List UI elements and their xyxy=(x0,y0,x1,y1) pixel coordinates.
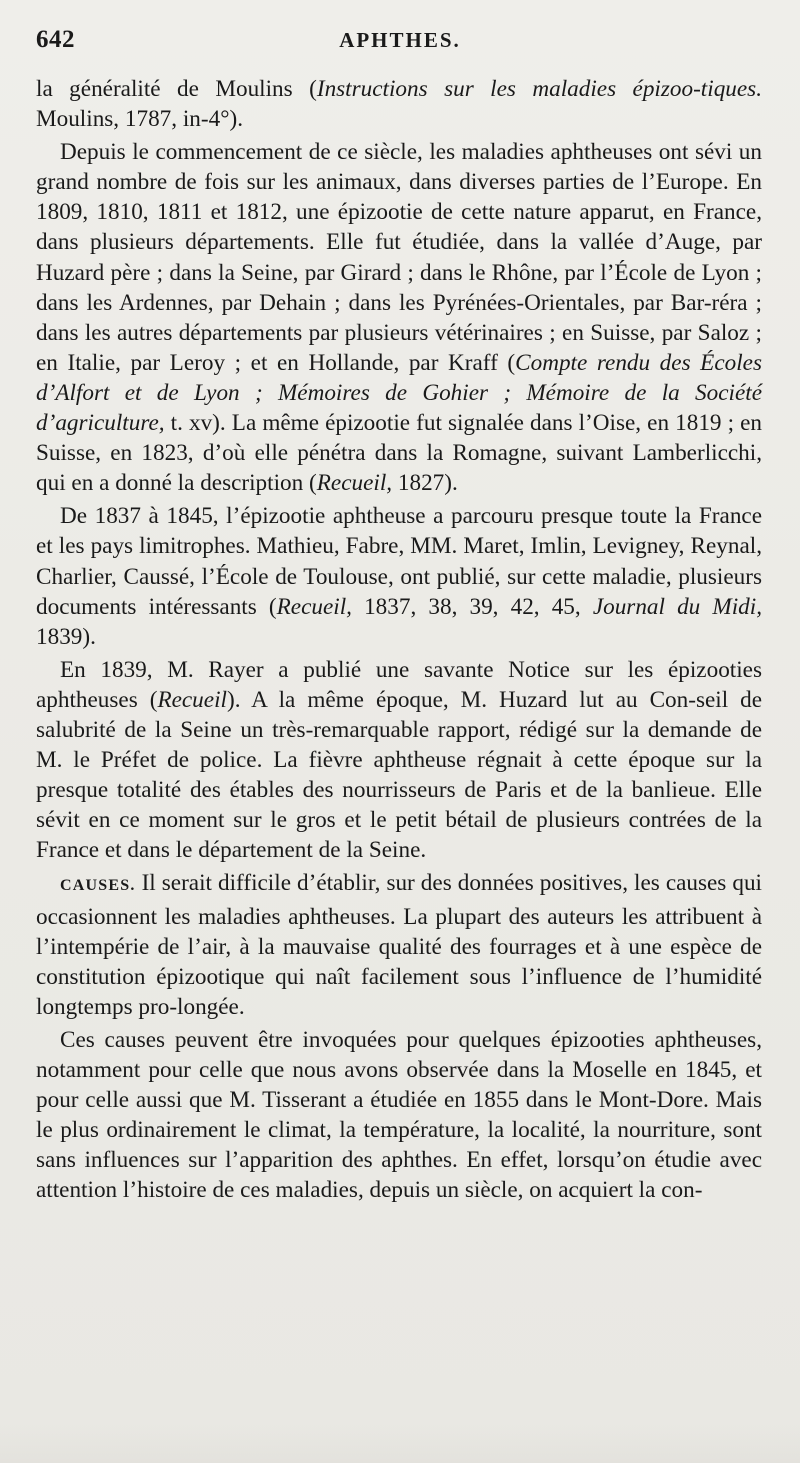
paragraph-6 xyxy=(36,1025,762,1206)
text-run: Il serait difficile d’établir, sur des données positives, les causes qui occasionnent les maladies aphtheuses. La plupart des auteurs les attribuent à l’intempérie de l’air, à la mauvaise qualité des fourrages et à une espèce de constitution épizootique qui naît facilement sous l’influence de l’humidité longtemps pro-longée. xyxy=(36,870,762,1020)
paragraph-2 xyxy=(36,137,762,498)
italic-text: Instructions sur les maladies épizoo-tiques. xyxy=(316,76,762,102)
italic-text: Recueil xyxy=(157,686,227,713)
page-edge-shading xyxy=(0,1423,800,1463)
section-label: CAUSES. xyxy=(60,877,136,895)
text-run: Depuis le commencement de ce siècle, les maladies aphtheuses ont sévi un grand nombre de fois sur les animaux, dans diverses parties de l’Europe. En 1809, 1810, 1811 et 1812, une épizootie de cette nature apparut, en France, dans plusieurs départements. Elle fut étudiée, dans la vallée d’Auge, par Huzard père ; dans la Seine, par Girard ; dans le Rhône, par l’École de Lyon ; dans les Ardennes, par Dehain ; dans les Pyrénées-Orientales, par Bar-réra ; dans les autres départements par plusieurs vétérinaires ; en Suisse, par Saloz ; en Italie, par Leroy ; et en Hollande, par Kraff ( xyxy=(36,139,762,376)
text-run: De 1837 à 1845, l’épizootie aphtheuse a parcouru presque toute la France et les pays limitrophes. Mathieu, Fabre, MM. Maret, Imlin, Levigney, Reynal, Charlier, Caussé, l’École de Toulouse, ont publié, sur cette maladie, plusieurs documents intéressants ( xyxy=(36,503,762,620)
running-head: APHTHES. xyxy=(339,28,461,52)
paragraph-4 xyxy=(36,655,762,866)
italic-text: Recueil, xyxy=(276,593,352,620)
text-run: 1839). xyxy=(36,623,96,650)
paragraph-3 xyxy=(36,501,762,651)
text-run: t. xv). La même épizootie fut signalée dans l’Oise, en 1819 ; en Suisse, en 1823, d’où elle pénétra dans la Romagne, suivant Lamberlicchi, qui en a donné la description ( xyxy=(36,410,762,497)
text-run: Moulins, 1787, in-4°). xyxy=(36,106,244,133)
italic-text: Recueil, xyxy=(316,470,393,497)
text-run: En 1839, M. Rayer a publié une savante Notice sur les épizooties aphtheuses ( xyxy=(36,656,762,713)
paragraph-causes xyxy=(36,868,762,1021)
text-run: 1827). xyxy=(392,470,458,497)
page-number: 642 xyxy=(36,26,75,53)
text-run: 1837, 38, 39, 42, 45, xyxy=(351,593,593,620)
paragraph-1 xyxy=(36,74,762,134)
italic-text: Journal du Midi, xyxy=(592,593,762,620)
page-header xyxy=(36,26,764,60)
italic-text: Compte rendu des Écoles d’Alfort et de Lyon ; Mémoires de Gohier ; Mémoire de la Société d’agriculture, xyxy=(36,349,762,437)
body-text xyxy=(36,74,762,1208)
text-run: Ces causes peuvent être invoquées pour quelques épizooties aphtheuses, notamment pour celle que nous avons observée dans la Moselle en 1845, et pour celle aussi que M. Tisserant a étudiée en 1855 dans le Mont-Dore. Mais le plus ordinairement le climat, la température, la localité, la nourriture, sont sans influences sur l’apparition des aphthes. En effet, lorsqu’on étudie avec attention l’histoire de ces maladies, depuis un siècle, on acquiert la con- xyxy=(36,1026,762,1204)
text-run: la généralité de Moulins ( xyxy=(36,76,317,102)
text-run: ). A la même époque, M. Huzard lut au Con-seil de salubrité de la Seine un très-remarquable rapport, rédigé sur la demande de M. le Préfet de police. La fièvre aphtheuse régnait à cette époque sur la presque totalité des étables des nourrisseurs de Paris et de la banlieue. Elle sévit en ce moment sur le gros et le petit bétail de plusieurs contrées de la France et dans le département de la Seine. xyxy=(36,686,762,864)
